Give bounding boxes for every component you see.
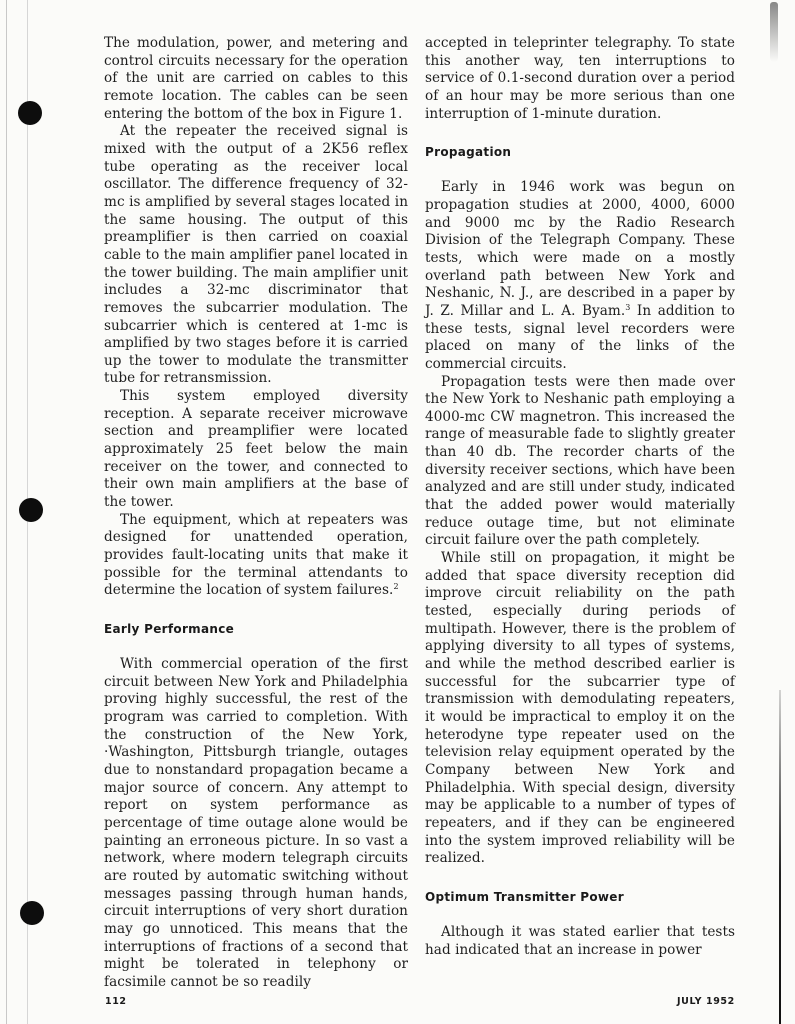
paragraph (104, 512, 408, 600)
paragraph-text: In addition to these tests, signal level recorders were placed on many of the links of the commercial circuits. (425, 302, 735, 372)
punch-hole (18, 101, 42, 125)
paragraph: accepted in teleprinter telegraphy. To state this another way, ten interruptions to service of 0.1-second duration over a period of an hour may be more serious than one interruption of 1-minute duration. (425, 35, 735, 122)
punch-hole (19, 498, 43, 522)
paragraph: This system employed diversity reception. A separate receiver microwave section and preamplifier were located approximately 25 feet below the main receiver on the tower, and connected to their own main amplifiers at the base of the tower. (104, 388, 408, 511)
paragraph: At the repeater the received signal is mixed with the output of a 2K56 reflex tube operating as the receiver local oscillator. The difference frequency of 32-mc is amplified by several stages located in the same housing. The output of this preamplifier is then carried on coaxial cable to the main amplifier panel located in the tower building. The main amplifier unit includes a 32-mc discriminator that removes the subcarrier modulation. The subcarrier which is centered at 1-mc is amplified by two stages before it is carried up the tower to modulate the transmitter tube for retransmission. (104, 123, 408, 387)
section-heading-optimum-transmitter-power: Optimum Transmitter Power (425, 889, 624, 904)
right-column (425, 35, 735, 959)
scan-smudge (770, 2, 778, 62)
punch-hole (20, 901, 44, 925)
paragraph: While still on propagation, it might be added that space diversity reception did improve circuit reliability on the path tested, especially during periods of multipath. However, there is the problem of applying diversity to all types of systems, and while the method described earlier is successful for the subcarrier type of transmission with demodulating repeaters, it would be impractical to employ it on the heterodyne type repeater used on the television relay equipment operated by the Company between New York and Philadelphia. With special design, diversity may be applicable to a number of types of repeaters, and if they can be engineered into the system improved reliability will be realized. (425, 550, 735, 867)
paragraph: With commercial operation of the first circuit between New York and Philadelphia proving highly successful, the rest of the program was carried to completion. With the construction of the New York, ·Washington, Pittsburgh triangle, outages due to nonstandard propagation became a major source of concern. Any attempt to report on system performance as percentage of time outage alone would be painting an erroneous picture. In so vast a network, where modern telegraph circuits are routed by automatic switching without messages passing through human hands, circuit interruptions of very short duration may go unnoticed. This means that the interruptions of fractions of a second that might be tolerated in telephony or facsimile cannot be so readily (104, 656, 408, 990)
section-heading-early-performance: Early Performance (104, 622, 235, 636)
paragraph: Although it was stated earlier that tests had indicated that an increase in power (425, 923, 735, 958)
issue-date: JULY 1952 (677, 996, 735, 1007)
paragraph: Propagation tests were then made over the New York to Neshanic path employing a 4000-mc CW magnetron. This increased the range of measurable fade to slightly greater than 40 db. The recorder charts of the diversity receiver sections, which have been analyzed and are still under study, indicated that the added power would materially reduce outage time, but not eliminate circuit failure over the path completely. (425, 373, 735, 549)
section-heading-propagation: Propagation (425, 145, 512, 160)
scan-edge-line (779, 690, 781, 1024)
left-column (104, 35, 408, 991)
footnote-ref: 3 (625, 302, 631, 312)
paragraph (425, 179, 735, 373)
paragraph-text: The equipment, which at repeaters was designed for unattended operation, provides fault-locating units that make it possible for the terminal attendants to determine the location of system failures. (104, 511, 408, 599)
scan-edge-line (6, 0, 7, 1024)
page-number: 112 (105, 996, 127, 1007)
paragraph: The modulation, power, and metering and control circuits necessary for the operation of the unit are carried on cables to this remote location. The cables can be seen entering the bottom of the box in Figure 1. (104, 35, 408, 122)
footnote-ref: 2 (393, 582, 399, 592)
paragraph-text: Early in 1946 work was begun on propagation studies at 2000, 4000, 6000 and 9000 mc by the Radio Research Division of the Telegraph Company. These tests, which were made on a mostly overland path between New York and Neshanic, N. J., are described in a paper by J. Z. Millar and L. A. Byam. (425, 179, 735, 319)
